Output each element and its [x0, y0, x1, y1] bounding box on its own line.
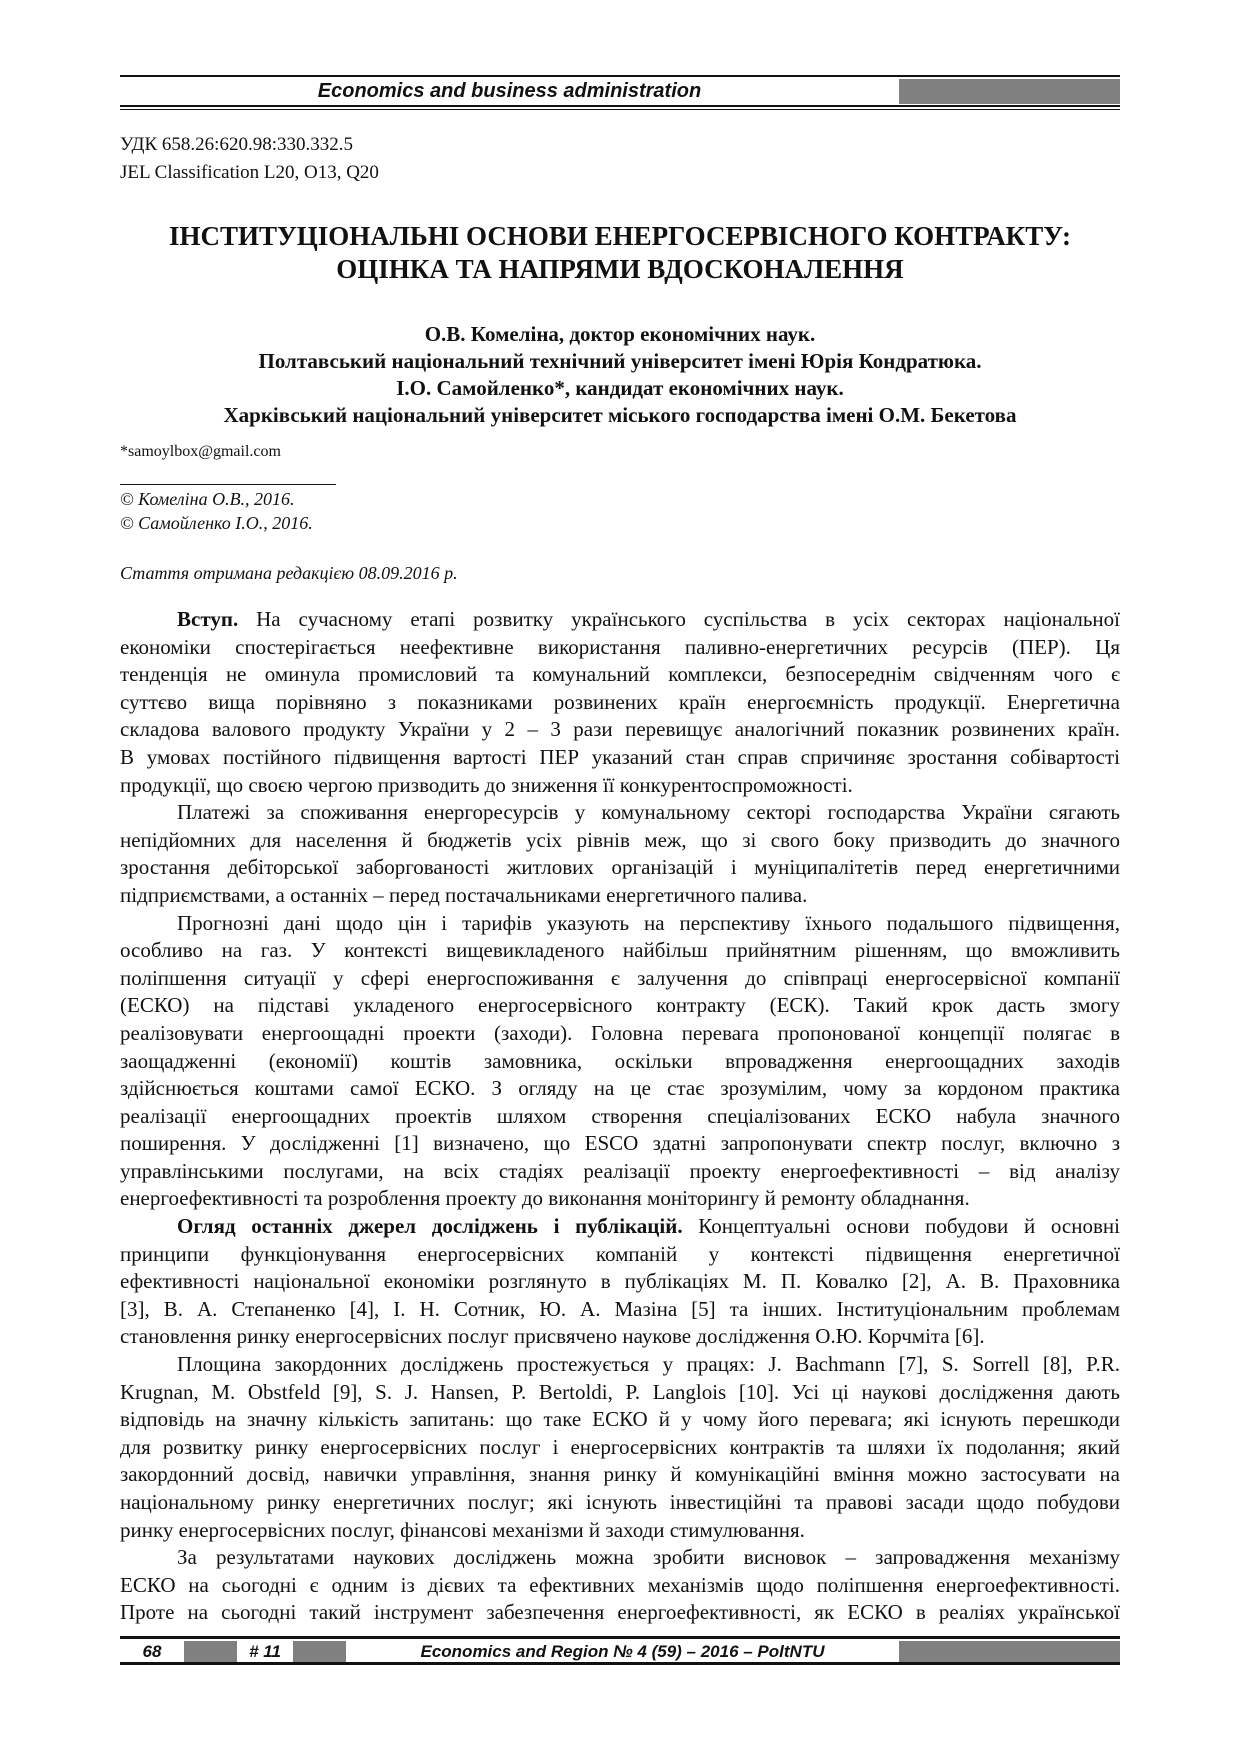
- text-line: [120, 1572, 1120, 1600]
- line-text: реалізовувати енергоощадні проекти (заходи). Головна перевага пропонованої концепції полягає в: [120, 1020, 1120, 1045]
- line-text: принципи функціонування енергосервісних компаній у контексті підвищення енергетичної: [120, 1241, 1120, 1266]
- line-text: Концептуальні основи побудови й основні: [682, 1214, 1120, 1239]
- text-line: [120, 1048, 1120, 1076]
- text-line: [120, 1517, 1120, 1545]
- text-line: [120, 1213, 1120, 1241]
- line-text: ЕСКО на сьогодні є одним із дієвих та ефективних механізмів щодо поліпшення енергоефективності.: [120, 1572, 1120, 1597]
- journal-name: Economics and Region № 4 (59) – 2016 – PoltNTU: [420, 1642, 825, 1661]
- text-line: [120, 854, 1120, 882]
- text-line: [120, 1103, 1120, 1131]
- header-rule-bottom-2: [120, 109, 1120, 110]
- paragraph: [120, 799, 1120, 909]
- line-text: поширення. У дослідженні [1] визначено, що ESCO здатні запропонувати спектр послуг, включно з: [120, 1131, 1120, 1156]
- line-text: для розвитку ринку енергосервісних послуг і енергосервісних контрактів та шляхи їх подолання; який: [120, 1434, 1120, 1459]
- line-text: Платежі за споживання енергоресурсів у комунальному секторі господарства України сягають: [177, 800, 1120, 825]
- text-line: [120, 689, 1120, 717]
- line-text: становлення ринку енергосервісних послуг присвячено наукове дослідження О.Ю. Корчміта [6].: [120, 1324, 985, 1349]
- footer-gray-3: [899, 1641, 1120, 1662]
- line-text: реалізації енергоощадних проектів шляхом створення спеціалізованих ЕСКО набула значного: [120, 1103, 1120, 1128]
- paragraph: [120, 910, 1120, 1214]
- text-line: [120, 1075, 1120, 1103]
- footer-rule-bottom: [120, 1662, 1120, 1665]
- section-heading: Огляд останніх джерел досліджень і публікацій.: [177, 1214, 683, 1239]
- text-line: [120, 772, 1120, 800]
- line-text: поліпшення ситуації у сфері енергоспоживання є залучення до співпраці енергосервісної компанії: [120, 965, 1120, 990]
- text-line: [120, 1461, 1120, 1489]
- issue-number: # 11: [249, 1642, 281, 1661]
- line-text: національному ринку енергетичних послуг; які існують інвестиційні та правові засади щодо побудови: [120, 1490, 1120, 1514]
- line-text: За результатами наукових досліджень можна зробити висновок – запровадження механізму: [177, 1545, 1120, 1570]
- text-line: [120, 1020, 1120, 1048]
- footer-gray-2: [293, 1641, 346, 1662]
- text-line: [120, 716, 1120, 744]
- paragraph: [120, 606, 1120, 799]
- text-line: [120, 1599, 1120, 1627]
- text-line: [120, 606, 1120, 634]
- line-text: [3], В. А. Степаненко [4], І. Н. Сотник, Ю. А. Мазіна [5] та інших. Інституціональним проблемам: [120, 1296, 1120, 1321]
- footer-gray-1: [184, 1641, 237, 1662]
- text-line: [120, 1489, 1120, 1517]
- text-line: [120, 1434, 1120, 1462]
- line-text: продукції, що своєю чергою призводить до зниження її конкурентоспроможності.: [120, 772, 853, 797]
- line-text: енергоефективності та розроблення проекту до виконання моніторингу й ремонту обладнання.: [120, 1186, 970, 1211]
- section-title: Economics and business administration: [317, 80, 702, 102]
- author-2: І.О. Самойленко*, кандидат економічних наук.: [396, 376, 844, 400]
- header-gray-block: [899, 79, 1120, 104]
- affiliation-2: Харківський національний університет міського господарства імені О.М. Бекетова: [223, 403, 1017, 427]
- line-text: непідйомних для населення й бюджетів усіх рівнів меж, що зі свого боку призводить до значного: [120, 827, 1120, 852]
- header-rule-bottom: [120, 105, 1120, 107]
- title-line: ІНСТИТУЦІОНАЛЬНІ ОСНОВИ ЕНЕРГОСЕРВІСНОГО КОНТРАКТУ:: [168, 221, 1072, 251]
- line-text: здійснюється коштами самої ЕСКО. З огляду на це стає зрозумілим, чому за кордоном практика: [120, 1076, 1120, 1101]
- contact-email[interactable]: *samoylbox@gmail.com: [120, 443, 281, 460]
- text-line: [120, 965, 1120, 993]
- line-text: Прогнозні дані щодо цін і тарифів указують на перспективу їхнього подальшого підвищення,: [177, 910, 1120, 935]
- line-text: підприємствами, а останніх – перед постачальниками енергетичного палива.: [120, 882, 808, 907]
- text-line: [120, 634, 1120, 662]
- page-number: 68: [142, 1642, 162, 1661]
- affiliation-1: Полтавський національний технічний університет імені Юрія Кондратюка.: [258, 349, 982, 373]
- header-rule-top: [120, 75, 1120, 77]
- text-line: [120, 1185, 1120, 1213]
- text-line: [120, 1406, 1120, 1434]
- title-line: ОЦІНКА ТА НАПРЯМИ ВДОСКОНАЛЕННЯ: [336, 254, 904, 284]
- text-line: [120, 661, 1120, 689]
- line-text: В умовах постійного підвищення вартості ПЕР указаний стан справ спричиняє зростання собівартості: [120, 744, 1120, 769]
- line-text: Проте на сьогодні такий інструмент забезпечення енергоефективності, як ЕСКО в реаліях української: [120, 1600, 1120, 1625]
- line-text: тенденція не оминула промисловий та комунальний комплекси, безпосереднім свідченням чого є: [120, 662, 1120, 687]
- text-line: [120, 1268, 1120, 1296]
- text-line: [120, 744, 1120, 772]
- text-line: [120, 1241, 1120, 1269]
- article-body: [120, 606, 1120, 1627]
- line-text: суттєво вища порівняно з показниками розвинених країн енергоємність продукції. Енергетична: [120, 689, 1120, 714]
- text-line: [120, 799, 1120, 827]
- line-text: особливо на газ. У контексті вищевикладеного найбільш прийнятним рішенням, що вможливить: [120, 938, 1120, 963]
- text-line: [120, 1158, 1120, 1186]
- text-line: [120, 992, 1120, 1020]
- text-line: [120, 910, 1120, 938]
- authors-block: [120, 321, 1120, 429]
- section-heading: Вступ.: [177, 607, 239, 631]
- paragraph: [120, 1213, 1120, 1351]
- paragraph: [120, 1544, 1120, 1627]
- line-text: (ЕСКО) на підставі укладеного енергосервісного контракту (ЕСК). Такий крок дасть змогу: [120, 993, 1120, 1018]
- line-text: закордонний досвід, навички управління, знання ринку й комунікаційні вміння можно застосувати на: [120, 1462, 1120, 1487]
- footer-rule-top: [120, 1636, 1120, 1639]
- line-text: управлінськими послугами, на всіх стадіях реалізації проекту енергоефективності – від аналізу: [120, 1158, 1120, 1183]
- text-line: [120, 827, 1120, 855]
- line-text: складова валового продукту України у 2 – 3 рази перевищує аналогічний показник розвинених країн.: [120, 717, 1120, 742]
- text-line: [120, 1323, 1120, 1351]
- copyright-1: © Комеліна О.В., 2016.: [120, 489, 295, 509]
- jel-classification: JEL Classification L20, O13, Q20: [120, 162, 379, 183]
- article-title: [120, 220, 1120, 286]
- text-line: [120, 1296, 1120, 1324]
- author-1: О.В. Комеліна, доктор економічних наук.: [424, 322, 816, 346]
- copyright-2: © Самойленко І.О., 2016.: [120, 513, 313, 533]
- line-text: відповідь на значну кількість запитань: що таке ЕСКО й у чому його перевага; які існують перешкоди: [120, 1407, 1120, 1432]
- line-text: зростання дебіторської заборгованості житлових організацій і муніципалітетів перед енергетичними: [120, 855, 1120, 880]
- udk-code: УДК 658.26:620.98:330.332.5: [120, 134, 353, 155]
- line-text: Krugnan, M. Obstfeld [9], S. J. Hansen, P. Bertoldi, P. Langlois [10]. Усі ці наукові дослідження дають: [120, 1379, 1120, 1404]
- received-date: Стаття отримана редакцією 08.09.2016 р.: [120, 563, 458, 583]
- line-text: економіки спостерігається неефективне використання паливно-енергетичних ресурсів (ПЕР). Ця: [120, 634, 1120, 659]
- line-text: заощадженні (економії) коштів замовника, оскільки впровадження енергоощадних заходів: [120, 1048, 1120, 1073]
- footnote-rule: [120, 484, 336, 485]
- text-line: [120, 882, 1120, 910]
- line-text: ринку енергосервісних послуг, фінансові механізми й заходи стимулювання.: [120, 1517, 805, 1542]
- line-text: Площина закордонних досліджень простежується у працях: J. Bachmann [7], S. Sorrell [8], P.R.: [177, 1352, 1120, 1377]
- text-line: [120, 1544, 1120, 1572]
- line-text: ефективності національної економіки розглянуто в публікаціях М. П. Ковалко [2], А. В. Праховника: [120, 1269, 1120, 1294]
- paragraph: [120, 1351, 1120, 1544]
- text-line: [120, 1130, 1120, 1158]
- line-text: На сучасному етапі розвитку українського суспільства в усіх секторах національної: [238, 607, 1120, 631]
- text-line: [120, 1351, 1120, 1379]
- text-line: [120, 937, 1120, 965]
- text-line: [120, 1379, 1120, 1407]
